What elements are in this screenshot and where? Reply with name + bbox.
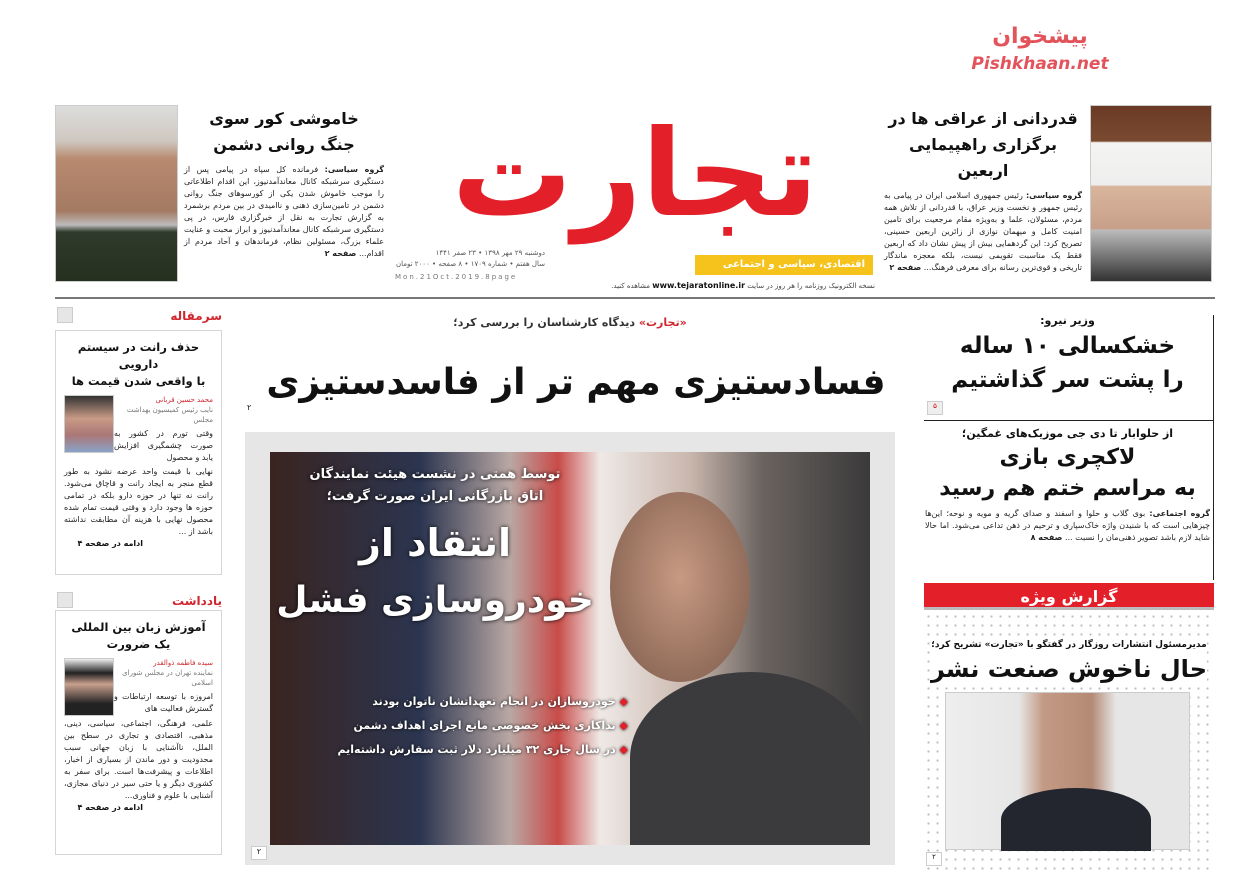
headline: قدردانی از عراقی ها در (888, 109, 1078, 128)
author-photo (64, 395, 114, 453)
masthead (395, 100, 880, 295)
divider (924, 420, 1214, 421)
top-right-story (884, 106, 1082, 274)
kicker: وزیر نیرو: (1040, 314, 1095, 327)
suit-shape (630, 672, 870, 845)
hemmati-photo[interactable] (270, 452, 870, 845)
page-ref[interactable]: ۲ (247, 403, 252, 412)
bullet: ◆ در سال جاری ۳۲ میلیارد دلار ثبت سفارش داشته‌ایم (337, 743, 628, 756)
divider (55, 297, 1215, 299)
page-ref[interactable]: صفحه ۲ (324, 249, 357, 258)
author-name: سیده فاطمه ذوالقدر (153, 659, 213, 667)
headline: یک ضرورت (106, 637, 171, 651)
continue-link[interactable]: ادامه در صفحه ۴ (77, 539, 143, 548)
headline[interactable]: را پشت سر گذاشتیم (951, 367, 1184, 393)
photo-kicker: توسط همتی در نشست هیئت نمایندگان (309, 467, 561, 482)
kicker: از حلوابار تا دی جی موزیک‌های غمگین؛ (961, 427, 1174, 440)
lead: گروه اجتماعی: (1149, 509, 1211, 518)
photo-headline: خودروسازی فشل (276, 580, 594, 621)
column-divider (1213, 315, 1214, 580)
salami-photo (55, 105, 178, 282)
kicker: مدیرمسئول انتشارات روزگار در گفتگو با «تجارت» تشریح کرد؛ (931, 640, 1207, 650)
headline[interactable]: خشکسالی ۱۰ ساله (959, 333, 1176, 359)
body-text: امروزه با توسعه ارتباطات و گسترش فعالیت های (114, 692, 213, 713)
main-kicker: «تجارت» دیدگاه کارشناسان را بررسی کرد؛ (453, 316, 687, 329)
bullet: ◆ خودروسازان در انجام تعهداتشان ناتوان بودند (372, 695, 628, 708)
body-text: بوی گلاب و حلوا و اسفند و صدای گریه و مویه و نوحه؛ این‌ها چیزهایی است که با شنیدن واژه خاک‌سپاری و ترحیم در ذهن تداعی می‌شود. اما حالا شاید لازم باشد تصویر ذهنی‌مان را نسبت ... (925, 509, 1210, 542)
tagline-band: اقتصادی، سیاسی و اجتماعی (695, 255, 873, 275)
suit-shape (1001, 788, 1151, 851)
page-ref[interactable]: صفحه ۲ (889, 263, 922, 272)
page-ref[interactable]: ۵ (927, 401, 943, 415)
website-link[interactable]: www.tejaratonline.ir (652, 281, 746, 290)
logo[interactable]: تجارت (451, 105, 819, 244)
face-shape (610, 492, 750, 682)
bullet: ◆ تداکاری بخش خصوصی مانع اجرای اهداف دشمن (353, 719, 628, 732)
body-text: فرمانده کل سپاه در پیامی پس از دستگیری سرشبکه کانال معاندآمدنیوز، این اقدام اطلاعاتی را موجب خاموش شدن یکی از کورسوهای جنگ روانی دشمن در تامین‌سازی ذهنی و ناامیدی در بین مردم برشمرد به گزارش تجارت به نقل از خبرگزاری فارس، در پی دستگیری سرشبکه کانال معاندآمدنیوز و ابراز محبت و عنایت علماء بزرگ، مسئولین نظام، فرماندهان و آحاد مردم از اقدام... (184, 165, 384, 258)
top-left-story (184, 106, 384, 260)
author-role: نماینده تهران در مجلس شورای اسلامی (122, 669, 213, 687)
photo-kicker: اتاق بازرگانی ایران صورت گرفت؛ (326, 489, 544, 504)
author-photo (64, 658, 114, 716)
issue-info: سال هفتم • شماره ۱۷۰۹ • ۸ صفحه • ۲۰۰۰ تومان (395, 260, 545, 268)
body-text: رئیس جمهوری اسلامی ایران در پیامی به رئیس جمهور و نخست وزیر عراق، با قدردانی از تلاش همه مردم، مسئولان، علما و به‌ویژه مقام مرجعیت برای تامین امنیت کامل و میهمان نوازی از زائرین اربعین حسینی، تصریح کرد: این گردهمایی بیش از پیش نشان داد که اربعین فقط یک مناسبت تقویمی نیست، بلکه معجزه ماندگار تاریخی و قوی‌ترین رسانه برای معرفی فرهنگ... (884, 191, 1082, 272)
editorial-header: سرمقاله (55, 305, 222, 325)
body-text: نهایی با قیمت واحد عرضه نشود به طور قطع منجر به ایجاد رانت و قاچاق می‌شود. رانت نه تنها در حوزه دارو بلکه در تمامی حوزه ها وجود دارد و وقتی قیمت تمام شده محصول نهایی با هزینه آن مطابقت نداشته باشد از ... (64, 467, 213, 536)
date-fa: دوشنبه ۲۹ مهر ۱۳۹۸ • ۲۳ صفر ۱۴۴۱ (435, 249, 545, 257)
headline[interactable]: به مراسم ختم هم رسید (939, 476, 1196, 501)
page-ref[interactable]: ۲ (251, 846, 267, 860)
headline: خاموشی کور سوی (209, 109, 359, 128)
headline: با واقعی شدن قیمت ها (71, 374, 206, 388)
online-note: نسخه الکترونیک روزنامه را هر روز در سایت www.tejaratonline.ir مشاهده کنید. (611, 281, 875, 290)
continue-link[interactable]: ادامه در صفحه ۴ (77, 803, 143, 812)
note-box (55, 610, 222, 855)
page-ref[interactable]: ۲ (926, 852, 942, 866)
body-text: علمی، فرهنگی، اجتماعی، سیاسی، دینی، مذهبی، اقتصادی و تجاری در سطح بین الملل، ناآشنایی با زبان جهانی سبب محدودیت و دور ماندن از بسیاری از اخبار، اطلاعات و پیشرفت‌ها است. برای سفر به کشوری دیگر و یا حتی سیر در دنیای مجازی، آشنایی با علوم و فناوری... (64, 719, 213, 800)
headline: جنگ روانی دشمن (213, 135, 355, 154)
note-header: یادداشت (55, 590, 222, 610)
main-headline[interactable]: فسادستیزی مهم تر از فاسدستیزی (266, 362, 886, 403)
interviewee-photo (945, 692, 1190, 850)
lead: گروه سیاسی: (324, 165, 384, 174)
author-name: محمد حسین قربانی (155, 396, 213, 404)
author-role: نایب رئیس کمیسیون بهداشت مجلس (126, 406, 213, 424)
headline: برگزاری راهپیمایی اربعین (909, 135, 1057, 180)
story-drought (925, 313, 1210, 418)
photo-story-frame (245, 432, 895, 865)
headline[interactable]: حال ناخوش صنعت نشر (931, 652, 1207, 686)
lead: گروه سیاسی: (1025, 191, 1083, 200)
date-en: Mon.21Oct.2019.8page (395, 273, 518, 281)
special-report-box (924, 612, 1214, 872)
headline: حذف رانت در سیستم دارویی (77, 340, 200, 371)
editorial-box (55, 330, 222, 575)
story-funeral (925, 426, 1210, 544)
photo-headline: انتقاد از (358, 521, 512, 565)
watermark: پیشخوان Pishkhaan.net (971, 24, 1109, 74)
headline: آموزش زبان بین المللی (71, 620, 206, 634)
body-text: وقتی تورم در کشور به صورت چشمگیری افزایش یابد و محصول (114, 429, 213, 462)
special-report-band: گزارش ویژه (924, 583, 1214, 610)
headline[interactable]: لاکچری بازی (999, 445, 1136, 470)
rouhani-photo (1090, 105, 1212, 282)
page-ref[interactable]: صفحه ۸ (1030, 533, 1063, 542)
